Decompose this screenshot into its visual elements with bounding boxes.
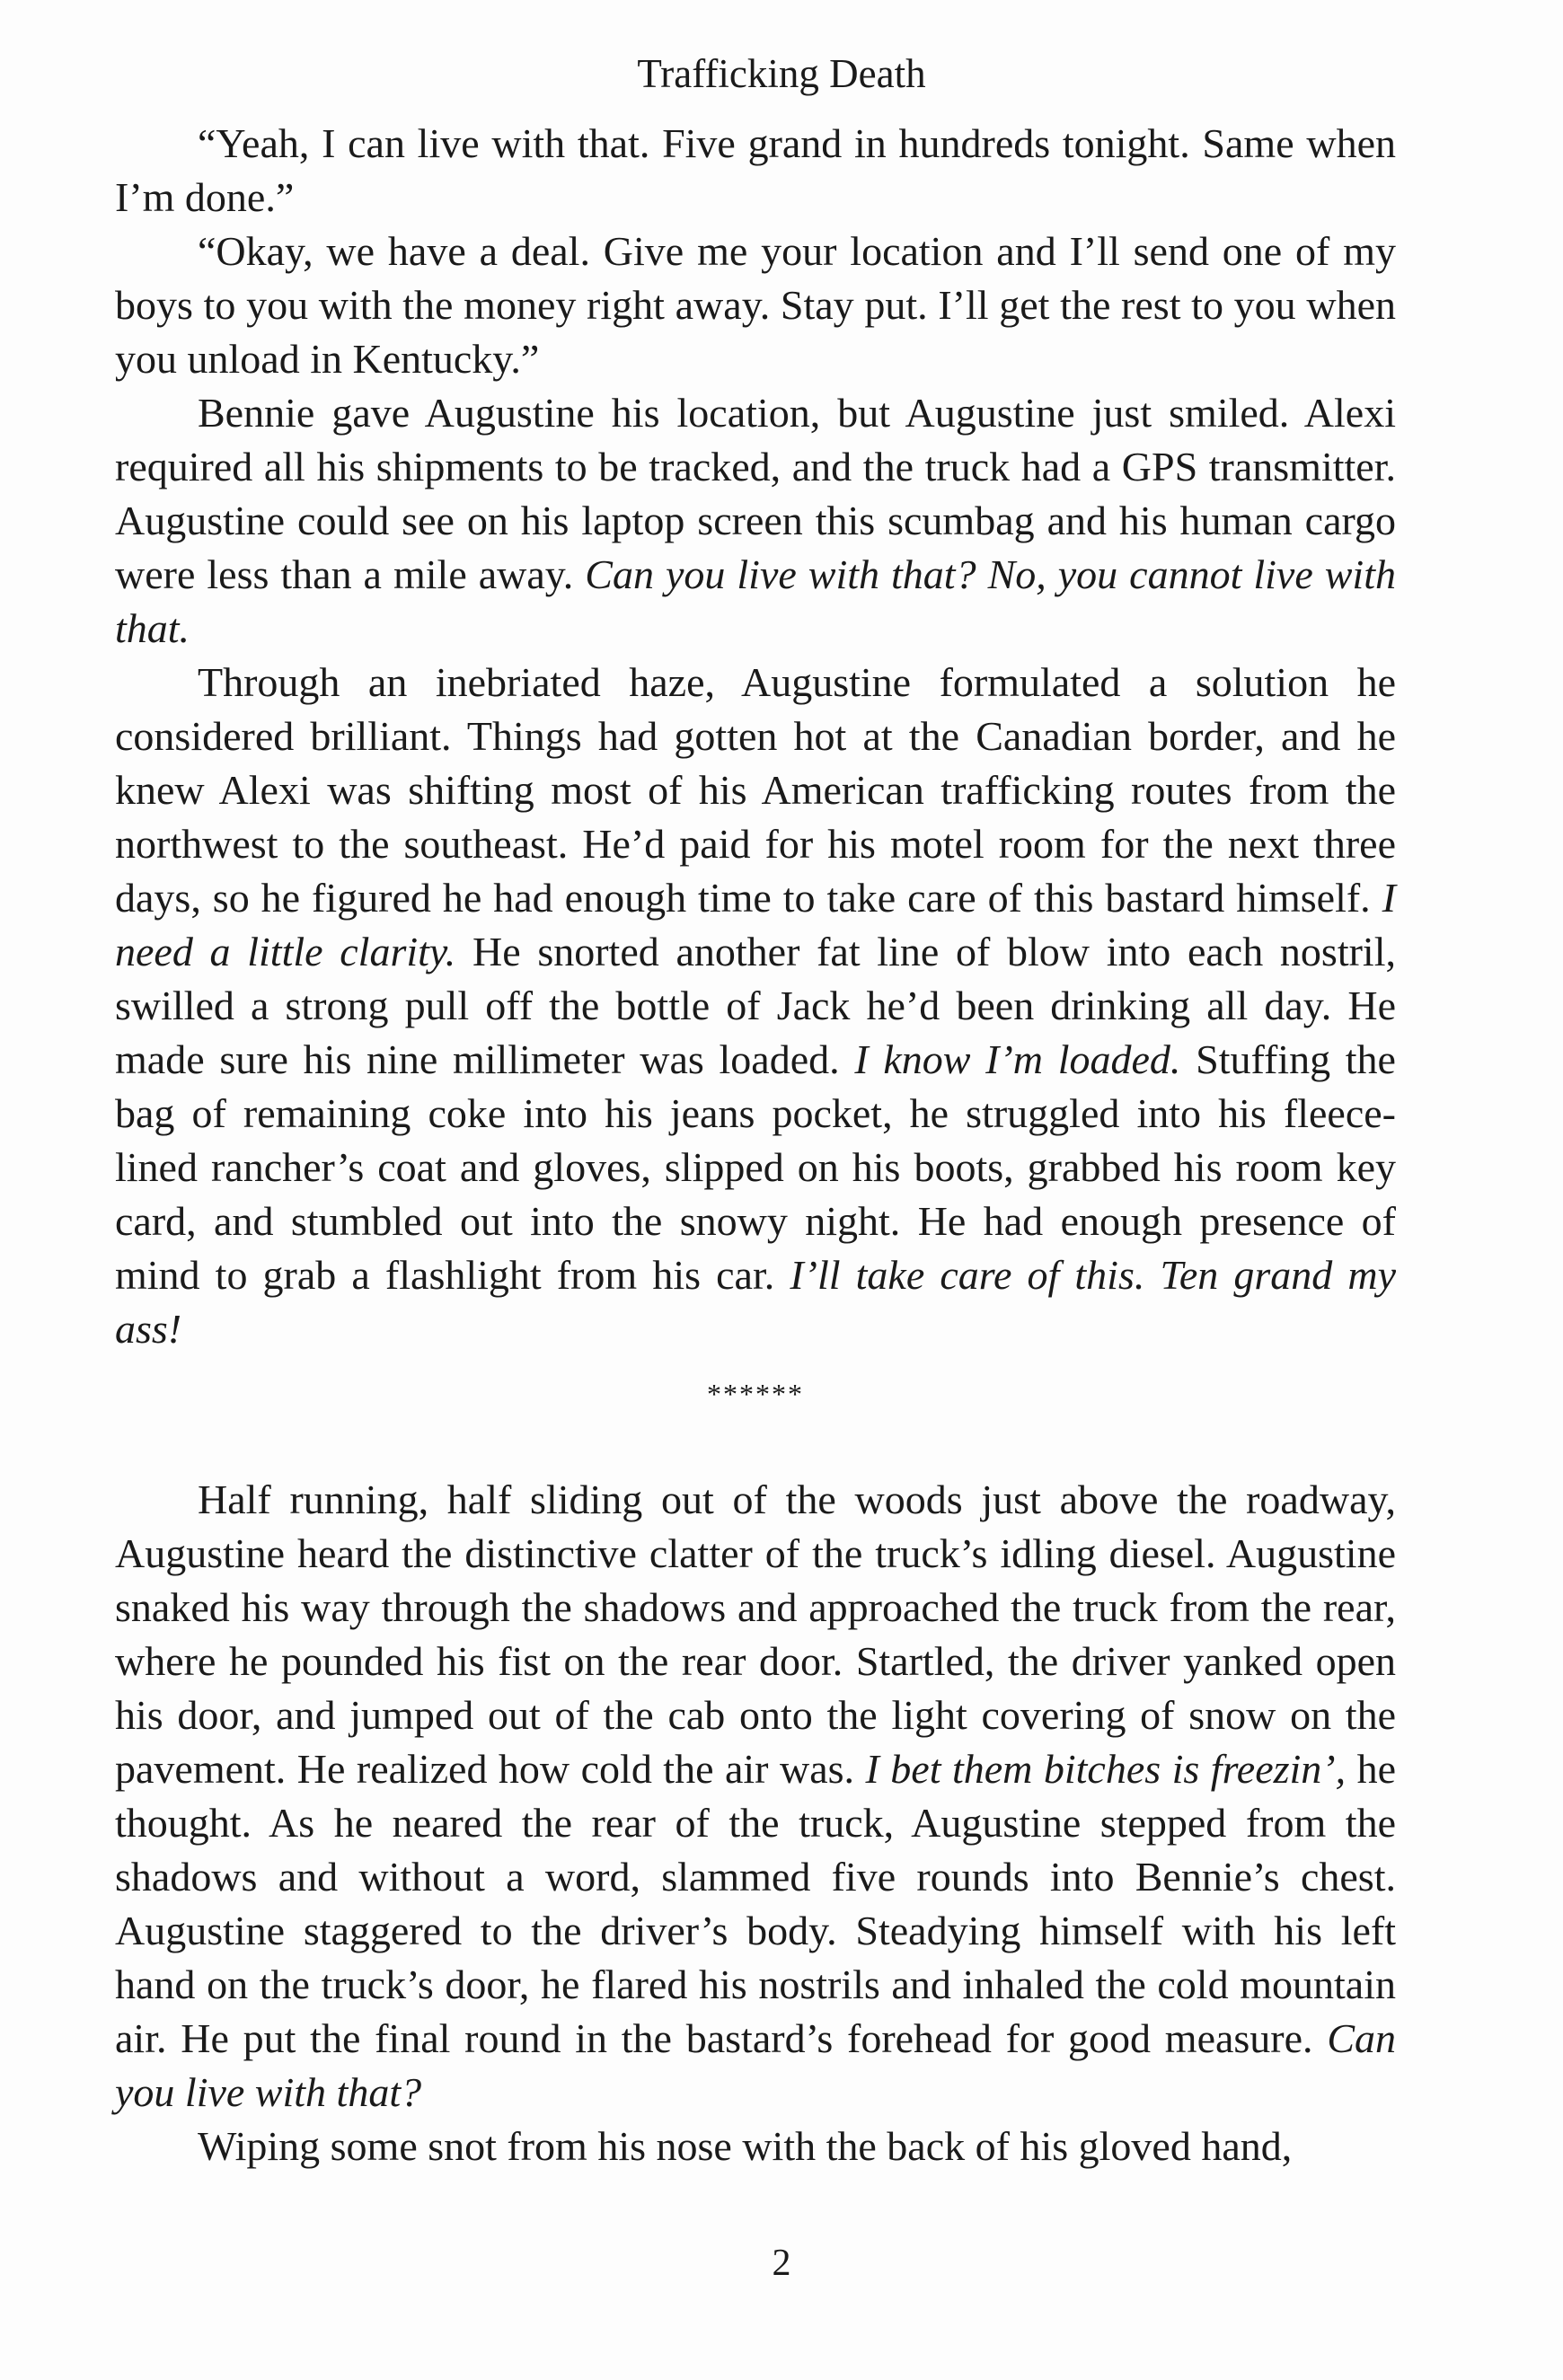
text-segment: Stuffing the bag of remaining coke into his jeans pocket, he struggled into his fleece-lined rancher’s coat and gloves, slipped on his boots, grabbed his room key card, and stumbled out into the snowy night. He had enough presence of mind to grab a flashlight from his car. — [115, 1036, 1396, 1298]
paragraph — [115, 386, 1396, 656]
text-segment: Through an inebriated haze, Augustine formulated a solution he considered brilliant. Things had gotten hot at the Canadian border, and he knew Alexi was shifting most of his American trafficking routes from the northwest to the southeast. He’d paid for his motel room for the next three days, so he figured he had enough time to take care of this bastard himself. — [115, 659, 1396, 921]
italic-segment: I need a little clarity. — [115, 875, 1396, 974]
text-segment: “Yeah, I can live with that. Five grand in hundreds tonight. Same when I’m done.” — [115, 120, 1396, 220]
text-segment: he thought. As he neared the rear of the truck, Augustine stepped from the shadows and without a word, slammed five rounds into Bennie’s chest. Augustine staggered to the driver’s body. Steadying himself with his left hand on the truck’s door, he flared his nostrils and inhaled the cold mountain air. He put the final round in the bastard’s forehead for good measure. — [115, 1746, 1397, 2061]
text-segment: Bennie gave Augustine his location, but Augustine just smiled. Alexi required all his shipments to be tracked, and the truck had a GPS transmitter. Augustine could see on his laptop screen this scumbag and his human cargo were less than a mile away. — [115, 390, 1396, 597]
italic-segment: I’ll take care of this. Ten grand my ass! — [115, 1252, 1396, 1352]
text-segment: Half running, half sliding out of the woods just above the roadway, Augustine heard the distinctive clatter of the truck’s idling diesel. Augustine snaked his way through the shadows and approached the truck from the rear, where he pounded his fist on the rear door. Startled, the driver yanked open his door, and jumped out of the cab onto the light covering of snow on the pavement. He realized how cold the air was. — [115, 1476, 1396, 1792]
italic-segment: Can you live with that? No, you cannot live with that. — [115, 551, 1396, 651]
paragraph — [115, 656, 1396, 1356]
paragraph — [115, 2120, 1396, 2173]
italic-segment: Can you live with that? — [115, 2015, 1396, 2115]
italic-segment: I bet them bitches is freezin’, — [865, 1746, 1347, 1792]
text-segment: Wiping some snot from his nose with the back of his gloved hand, — [198, 2123, 1293, 2169]
body-text — [115, 117, 1396, 2173]
text-segment: “Okay, we have a deal. Give me your location and I’ll send one of my boys to you with the money right away. Stay put. I’ll get the rest to you when you unload in Kentucky.” — [115, 228, 1396, 382]
page-number: 2 — [772, 2243, 791, 2284]
text-segment: He snorted another fat line of blow into each nostril, swilled a strong pull off the bottle of Jack he’d been drinking all day. He made sure his nine millimeter was loaded. — [115, 929, 1396, 1082]
running-head: Trafficking Death — [637, 51, 926, 96]
paragraph — [115, 1473, 1396, 2120]
scene-break: ****** — [707, 1378, 804, 1410]
paragraph — [115, 117, 1396, 225]
paragraph — [115, 225, 1396, 386]
italic-segment: I know I’m loaded. — [854, 1036, 1181, 1082]
